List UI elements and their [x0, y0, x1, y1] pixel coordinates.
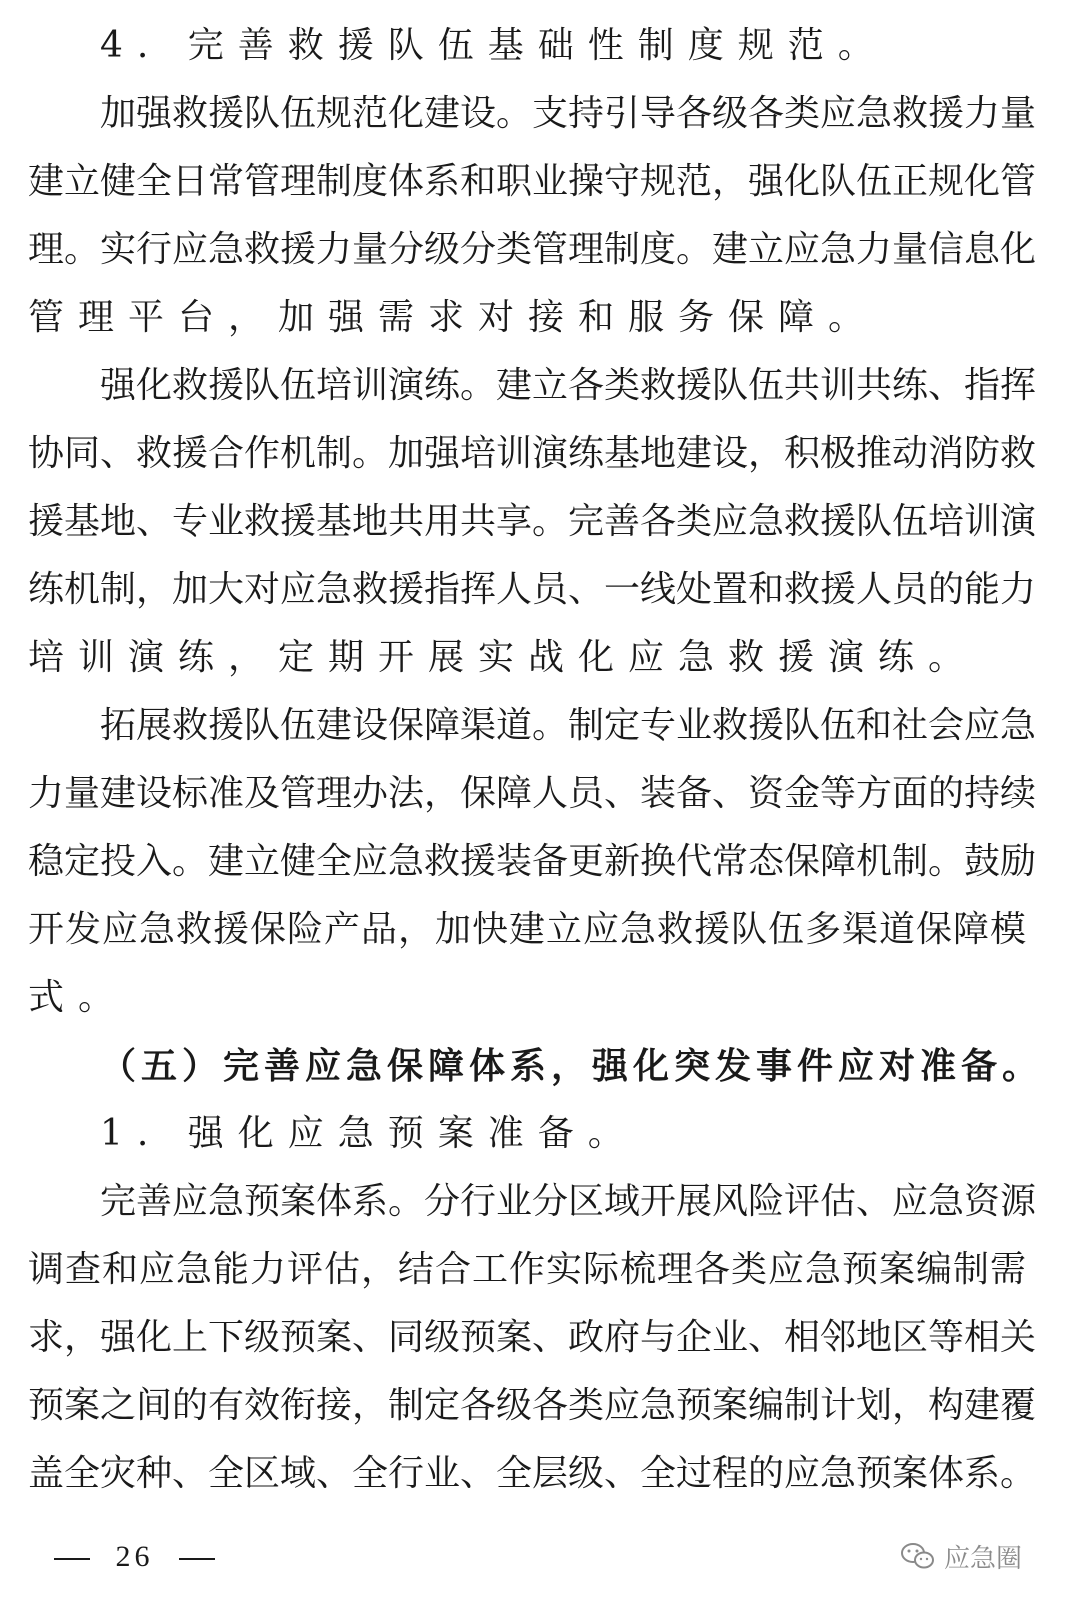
text-line: 协同、救援合作机制。加强培训演练基地建设，积极推动消防救 [28, 433, 1037, 474]
text-line: 预案之间的有效衔接，制定各级各类应急预案编制计划，构建覆 [28, 1385, 1037, 1426]
watermark-text: 应急圈 [944, 1543, 1023, 1574]
text-line: 建立健全日常管理制度体系和职业操守规范，强化队伍正规化管 [28, 161, 1037, 202]
text-line: 援基地、专业救援基地共用共享。完善各类应急救援队伍培训演 [28, 501, 1037, 542]
text-line: 练机制，加大对应急救援指挥人员、一线处置和救援人员的能力 [28, 569, 1037, 610]
text-line: 理。实行应急救援力量分级分类管理制度。建立应急力量信息化 [28, 229, 1037, 270]
footer-dash-left [54, 1558, 90, 1560]
text-line: 盖全灾种、全区域、全行业、全层级、全过程的应急预案体系。 [28, 1453, 1037, 1494]
text-line: 稳定投入。建立健全应急救援装备更新换代常态保障机制。鼓励 [28, 841, 1037, 882]
page-footer [40, 1540, 229, 1574]
document-body [28, 12, 1052, 1508]
text-line: 求，强化上下级预案、同级预案、政府与企业、相邻地区等相关 [28, 1317, 1037, 1358]
page-number: 26 [115, 1540, 154, 1573]
text-line: 式。 [28, 977, 129, 1018]
footer-dash-right [179, 1558, 215, 1560]
text-line: 加强救援队伍规范化建设。支持引导各级各类应急救援力量 [100, 93, 1037, 134]
text-line: 4. 完善救援队伍基础性制度规范。 [100, 25, 888, 66]
text-line: 培训演练，定期开展实战化应急救援演练。 [28, 637, 979, 678]
watermark [900, 1532, 1022, 1580]
text-line: 力量建设标准及管理办法，保障人员、装备、资金等方面的持续 [28, 773, 1037, 814]
text-line: 管理平台，加强需求对接和服务保障。 [28, 297, 879, 338]
text-line: 完善应急预案体系。分行业分区域开展风险评估、应急资源 [100, 1181, 1037, 1222]
wechat-icon [900, 1541, 936, 1571]
text-line: 拓展救援队伍建设保障渠道。制定专业救援队伍和社会应急 [100, 705, 1037, 746]
text-line: 调查和应急能力评估，结合工作实际梳理各类应急预案编制需 [28, 1249, 1028, 1290]
text-line: 强化救援队伍培训演练。建立各类救援队伍共训共练、指挥 [100, 365, 1037, 406]
section-heading: （五）完善应急保障体系，强化突发事件应对准备。 [100, 1045, 1044, 1087]
text-line: 1. 强化应急预案准备。 [100, 1113, 638, 1154]
text-line: 开发应急救援保险产品，加快建立应急救援队伍多渠道保障模 [28, 909, 1028, 950]
